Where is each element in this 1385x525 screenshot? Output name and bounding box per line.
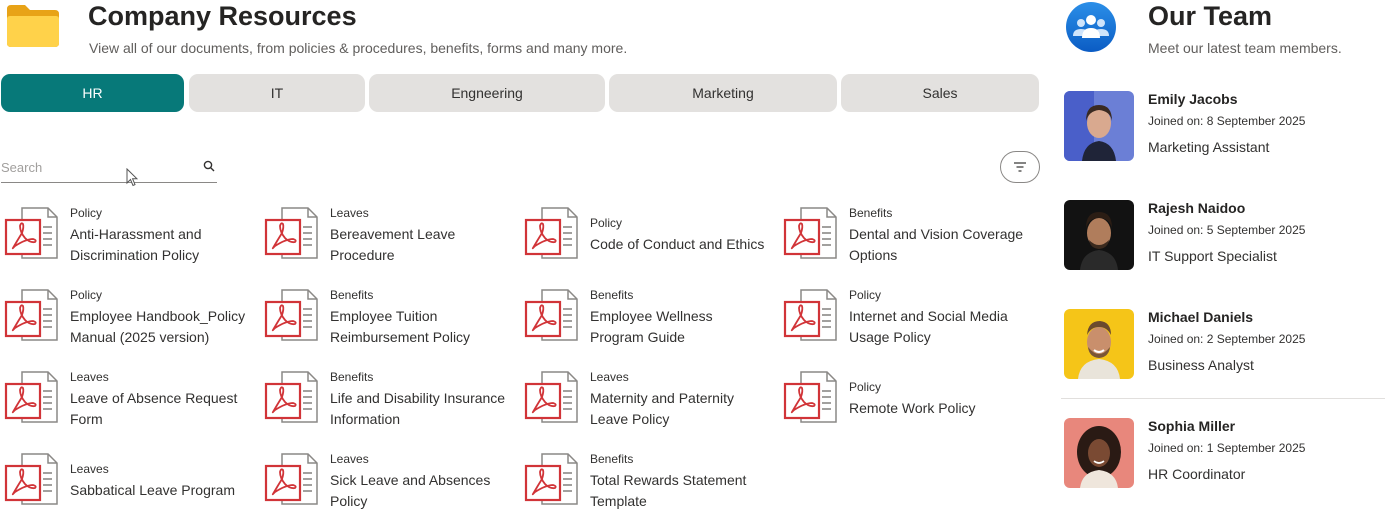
document-text xyxy=(849,287,1029,348)
document-text xyxy=(849,379,1029,419)
document-name: Life and Disability Insurance Information xyxy=(330,390,506,427)
page-subtitle: View all of our documents, from policies & procedures, benefits, forms and many more. xyxy=(89,40,628,56)
document-category: Policy xyxy=(590,216,623,230)
document-category: Policy xyxy=(70,206,103,220)
pdf-file-icon xyxy=(264,205,320,261)
document-category: Benefits xyxy=(849,206,893,220)
document-text xyxy=(590,451,768,512)
team-member-card[interactable] xyxy=(1064,91,1364,163)
tab-engineering[interactable]: Engneering xyxy=(369,74,605,112)
member-role: Business Analyst xyxy=(1148,357,1254,373)
pdf-file-icon xyxy=(524,205,580,261)
document-name: Anti-Harassment and Discrimination Policy xyxy=(70,226,202,263)
document-category: Benefits xyxy=(330,370,374,384)
pdf-file-icon xyxy=(4,205,60,261)
document-name: Internet and Social Media Usage Policy xyxy=(849,308,1008,345)
document-category: Policy xyxy=(70,288,103,302)
document-item[interactable] xyxy=(780,287,1030,359)
document-category: Benefits xyxy=(330,288,374,302)
pdf-file-icon xyxy=(783,287,839,343)
document-category: Leaves xyxy=(330,206,369,220)
document-item[interactable] xyxy=(521,287,771,359)
pdf-file-icon xyxy=(524,451,580,507)
document-text xyxy=(330,369,508,430)
member-role: IT Support Specialist xyxy=(1148,248,1277,264)
document-name: Bereavement Leave Procedure xyxy=(330,226,456,263)
document-item[interactable] xyxy=(261,205,511,277)
document-item[interactable] xyxy=(261,369,511,441)
pdf-file-icon xyxy=(264,451,320,507)
search-icon[interactable] xyxy=(203,160,215,172)
document-item[interactable] xyxy=(261,287,511,359)
pdf-file-icon xyxy=(4,451,60,507)
document-name: Leave of Absence Request Form xyxy=(70,390,238,427)
pdf-file-icon xyxy=(264,369,320,425)
search-box xyxy=(1,152,217,183)
document-item[interactable] xyxy=(521,451,771,523)
document-category: Benefits xyxy=(590,288,634,302)
document-name: Employee Handbook_Policy Manual (2025 version) xyxy=(70,308,246,345)
document-item[interactable] xyxy=(780,205,1030,277)
document-item[interactable] xyxy=(1,287,251,359)
document-name: Sabbatical Leave Program xyxy=(70,482,235,498)
member-role: Marketing Assistant xyxy=(1148,139,1270,155)
document-category: Policy xyxy=(849,288,882,302)
avatar xyxy=(1064,309,1134,379)
document-category: Leaves xyxy=(330,452,369,466)
pdf-file-icon xyxy=(524,287,580,343)
document-category: Benefits xyxy=(590,452,634,466)
member-joined: Joined on: 2 September 2025 xyxy=(1148,332,1306,346)
pdf-file-icon xyxy=(264,287,320,343)
document-text xyxy=(849,205,1029,266)
document-name: Dental and Vision Coverage Options xyxy=(849,226,1024,263)
document-text xyxy=(70,287,248,348)
people-icon xyxy=(1064,1,1118,53)
search-input[interactable] xyxy=(1,158,191,176)
document-text xyxy=(590,369,768,430)
document-name: Total Rewards Statement Template xyxy=(590,472,747,509)
document-item[interactable] xyxy=(521,205,771,277)
member-joined: Joined on: 1 September 2025 xyxy=(1148,441,1306,455)
avatar xyxy=(1064,200,1134,270)
member-name: Michael Daniels xyxy=(1148,309,1254,325)
document-category: Leaves xyxy=(70,370,109,384)
document-item[interactable] xyxy=(1,205,251,277)
folder-icon xyxy=(5,3,61,49)
member-name: Rajesh Naidoo xyxy=(1148,200,1246,216)
tab-sales[interactable]: Sales xyxy=(841,74,1039,112)
pdf-file-icon xyxy=(783,369,839,425)
document-text xyxy=(70,461,248,501)
pdf-file-icon xyxy=(783,205,839,261)
team-member-card[interactable] xyxy=(1064,200,1364,272)
document-text xyxy=(590,215,768,255)
document-text xyxy=(70,205,248,266)
divider xyxy=(1061,398,1385,399)
document-category: Leaves xyxy=(70,462,109,476)
avatar xyxy=(1064,91,1134,161)
pdf-file-icon xyxy=(524,369,580,425)
document-name: Sick Leave and Absences Policy xyxy=(330,472,491,509)
document-item[interactable] xyxy=(1,451,251,523)
filter-icon xyxy=(1013,162,1027,172)
document-text xyxy=(590,287,768,348)
member-name: Sophia Miller xyxy=(1148,418,1236,434)
document-name: Code of Conduct and Ethics xyxy=(590,236,765,252)
document-item[interactable] xyxy=(261,451,511,523)
page-title: Company Resources xyxy=(88,1,357,31)
member-joined: Joined on: 8 September 2025 xyxy=(1148,114,1306,128)
document-category: Leaves xyxy=(590,370,629,384)
filter-button[interactable] xyxy=(1000,151,1040,183)
member-joined: Joined on: 5 September 2025 xyxy=(1148,223,1306,237)
team-member-card[interactable] xyxy=(1064,418,1364,490)
document-text xyxy=(330,451,508,512)
document-category: Policy xyxy=(849,380,882,394)
document-item[interactable] xyxy=(521,369,771,441)
document-name: Employee Wellness Program Guide xyxy=(590,308,713,345)
document-name: Remote Work Policy xyxy=(849,400,976,416)
team-subtitle: Meet our latest team members. xyxy=(1148,40,1342,56)
tab-hr[interactable]: HR xyxy=(1,74,184,112)
tab-it[interactable]: IT xyxy=(189,74,365,112)
team-title: Our Team xyxy=(1148,1,1273,31)
mouse-cursor-icon xyxy=(126,168,138,187)
team-member-card[interactable] xyxy=(1064,309,1364,381)
document-item[interactable] xyxy=(780,369,1030,441)
avatar xyxy=(1064,418,1134,488)
document-name: Employee Tuition Reimbursement Policy xyxy=(330,308,471,345)
document-item[interactable] xyxy=(1,369,251,441)
document-text xyxy=(330,287,508,348)
pdf-file-icon xyxy=(4,287,60,343)
document-text xyxy=(330,205,508,266)
member-role: HR Coordinator xyxy=(1148,466,1246,482)
tab-marketing[interactable]: Marketing xyxy=(609,74,837,112)
document-text xyxy=(70,369,248,430)
category-tabs xyxy=(1,74,1039,112)
member-name: Emily Jacobs xyxy=(1148,91,1238,107)
pdf-file-icon xyxy=(4,369,60,425)
document-name: Maternity and Paternity Leave Policy xyxy=(590,390,734,427)
